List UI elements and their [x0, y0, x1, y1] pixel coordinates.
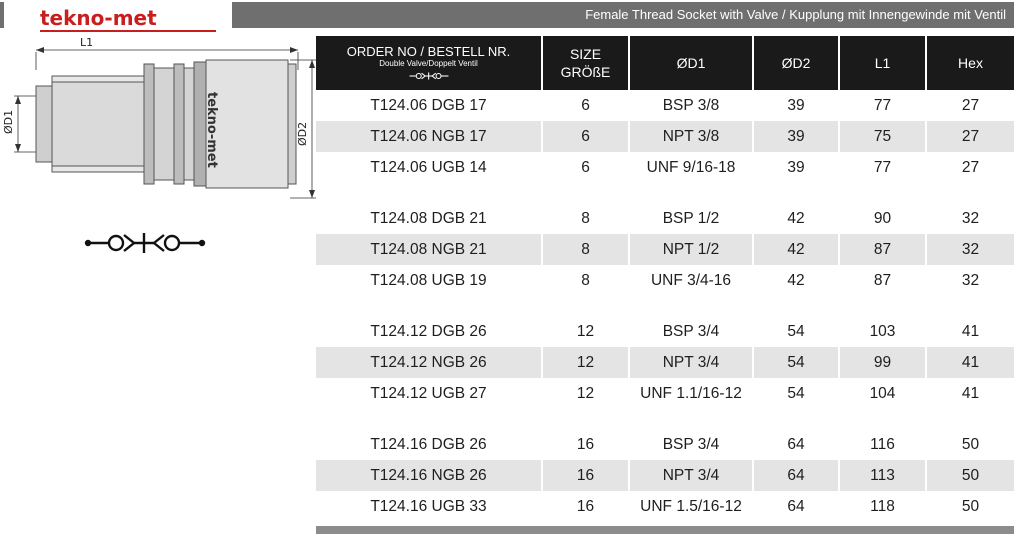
cell-order-no: T124.06 UGB 14 [316, 152, 542, 183]
cell-hex: 50 [926, 460, 1014, 491]
cell-d1: UNF 9/16-18 [629, 152, 753, 183]
separator-cell [316, 183, 542, 203]
cell-d1: BSP 1/2 [629, 203, 753, 234]
cell-hex: 32 [926, 234, 1014, 265]
cell-order-no: T124.08 UGB 19 [316, 265, 542, 296]
table-header-row [316, 36, 1014, 90]
cell-order-no: T124.06 NGB 17 [316, 121, 542, 152]
table-row [316, 347, 1014, 378]
cell-hex: 32 [926, 203, 1014, 234]
cell-hex: 27 [926, 121, 1014, 152]
cell-d2: 39 [753, 152, 839, 183]
table-row [316, 90, 1014, 121]
cell-d1: BSP 3/4 [629, 316, 753, 347]
separator-cell [839, 409, 926, 429]
page-title: Female Thread Socket with Valve / Kupplung mit Innengewinde mit Ventil [585, 7, 1006, 22]
separator-cell [542, 296, 629, 316]
col-order [316, 36, 542, 90]
group-separator [316, 296, 1014, 316]
cell-size: 6 [542, 90, 629, 121]
spec-table [316, 36, 1014, 522]
separator-cell [926, 183, 1014, 203]
cell-d2: 39 [753, 121, 839, 152]
cell-order-no: T124.12 UGB 27 [316, 378, 542, 409]
separator-cell [839, 296, 926, 316]
cell-l1: 113 [839, 460, 926, 491]
cell-hex: 50 [926, 429, 1014, 460]
cell-d1: NPT 3/4 [629, 460, 753, 491]
cell-l1: 118 [839, 491, 926, 522]
cell-hex: 27 [926, 90, 1014, 121]
group-separator [316, 409, 1014, 429]
cell-hex: 41 [926, 378, 1014, 409]
cell-size: 16 [542, 491, 629, 522]
table-body [316, 90, 1014, 522]
col-d1: ØD1 [629, 36, 753, 90]
separator-cell [839, 183, 926, 203]
cell-order-no: T124.06 DGB 17 [316, 90, 542, 121]
cell-d1: NPT 1/2 [629, 234, 753, 265]
d2-label: ØD2 [296, 121, 309, 146]
valve-mini-icon [406, 70, 452, 82]
logo-underline [40, 30, 216, 32]
cell-l1: 99 [839, 347, 926, 378]
cell-d2: 42 [753, 265, 839, 296]
table-row [316, 234, 1014, 265]
cell-d2: 54 [753, 316, 839, 347]
cell-d1: UNF 1.5/16-12 [629, 491, 753, 522]
cell-size: 16 [542, 460, 629, 491]
cell-size: 8 [542, 234, 629, 265]
table-row [316, 378, 1014, 409]
cell-l1: 77 [839, 90, 926, 121]
double-valve-symbol-icon [80, 228, 210, 258]
table-row [316, 429, 1014, 460]
cell-order-no: T124.08 DGB 21 [316, 203, 542, 234]
cell-l1: 103 [839, 316, 926, 347]
cell-size: 8 [542, 265, 629, 296]
cell-d1: BSP 3/4 [629, 429, 753, 460]
cell-size: 8 [542, 203, 629, 234]
group-separator [316, 183, 1014, 203]
cell-d2: 64 [753, 429, 839, 460]
cell-order-no: T124.08 NGB 21 [316, 234, 542, 265]
size-header: SIZE [569, 46, 602, 62]
table-row [316, 460, 1014, 491]
table-row [316, 491, 1014, 522]
size-header-de: GRÖßE [560, 64, 611, 80]
col-size [542, 36, 629, 90]
cell-d1: NPT 3/4 [629, 347, 753, 378]
separator-cell [316, 409, 542, 429]
cell-d1: UNF 1.1/16-12 [629, 378, 753, 409]
separator-cell [316, 296, 542, 316]
cell-order-no: T124.16 NGB 26 [316, 460, 542, 491]
cell-hex: 27 [926, 152, 1014, 183]
separator-cell [542, 183, 629, 203]
cell-size: 12 [542, 378, 629, 409]
cell-l1: 87 [839, 234, 926, 265]
cell-size: 12 [542, 347, 629, 378]
cell-l1: 77 [839, 152, 926, 183]
separator-cell [926, 409, 1014, 429]
cell-d1: BSP 3/8 [629, 90, 753, 121]
separator-cell [629, 296, 753, 316]
order-subheader: Double Valve/Doppelt Ventil [379, 59, 478, 68]
cell-order-no: T124.12 DGB 26 [316, 316, 542, 347]
col-hex: Hex [926, 36, 1014, 90]
cell-hex: 41 [926, 316, 1014, 347]
cell-size: 6 [542, 121, 629, 152]
cell-d2: 39 [753, 90, 839, 121]
cell-d1: NPT 3/8 [629, 121, 753, 152]
cell-d1: UNF 3/4-16 [629, 265, 753, 296]
separator-cell [753, 296, 839, 316]
separator-cell [753, 409, 839, 429]
table-row [316, 152, 1014, 183]
cell-hex: 32 [926, 265, 1014, 296]
cell-hex: 50 [926, 491, 1014, 522]
cell-order-no: T124.16 UGB 33 [316, 491, 542, 522]
cell-d2: 54 [753, 378, 839, 409]
cell-l1: 104 [839, 378, 926, 409]
l1-label: L1 [80, 36, 94, 49]
cell-size: 12 [542, 316, 629, 347]
cell-order-no: T124.12 NGB 26 [316, 347, 542, 378]
logo-text: tekno-met [40, 6, 157, 30]
table-row [316, 316, 1014, 347]
order-header: ORDER NO / BESTELL NR. [346, 44, 511, 59]
cell-d2: 42 [753, 203, 839, 234]
cell-d2: 54 [753, 347, 839, 378]
separator-cell [629, 409, 753, 429]
cell-size: 6 [542, 152, 629, 183]
cell-l1: 90 [839, 203, 926, 234]
cell-l1: 87 [839, 265, 926, 296]
cell-size: 16 [542, 429, 629, 460]
col-d2: ØD2 [753, 36, 839, 90]
footer-bar [316, 526, 1014, 534]
cell-d2: 42 [753, 234, 839, 265]
table-row [316, 203, 1014, 234]
cell-l1: 116 [839, 429, 926, 460]
separator-cell [753, 183, 839, 203]
col-l1: L1 [839, 36, 926, 90]
cell-l1: 75 [839, 121, 926, 152]
separator-cell [629, 183, 753, 203]
table-row [316, 121, 1014, 152]
body-brand-text: tekno-met [204, 92, 219, 168]
separator-cell [926, 296, 1014, 316]
d1-label: ØD1 [2, 109, 15, 134]
separator-cell [542, 409, 629, 429]
cell-hex: 41 [926, 347, 1014, 378]
cell-d2: 64 [753, 491, 839, 522]
cell-order-no: T124.16 DGB 26 [316, 429, 542, 460]
cell-d2: 64 [753, 460, 839, 491]
table-row [316, 265, 1014, 296]
